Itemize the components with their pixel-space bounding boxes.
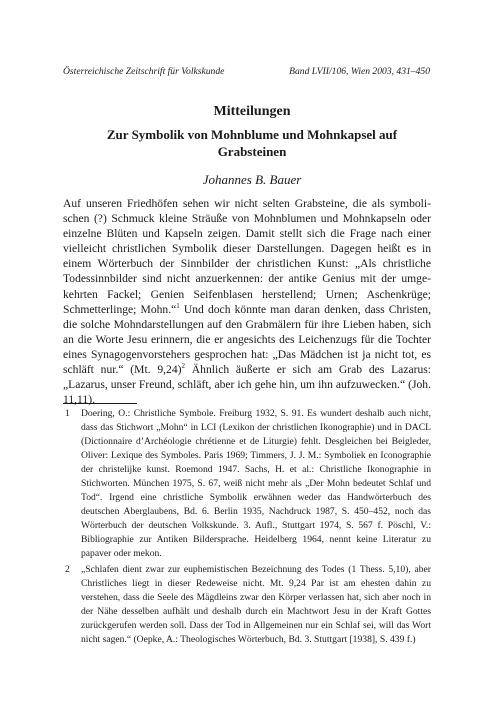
footnote-text: Doering, O.: Christliche Symbole. Freiburg 1932, S. 91. Es wundert deshalb auch nicht, dass das Stichwort „Mohn“ in LCI (Lexikon der christlichen Ikonographie) und in DACL (Dictionnaire d’Archéologie chrétienne et de Liturgie) fehlt. Desgleichen bei Beigleder, Oliver: Lexique des Symboles. Paris 1969; Timmers, J. J. M.: Symboliek en Iconographie der christelijke kunst. Roemond 1947. Sachs, H. et al.: Christliche Ikonographie in Stichworten. München 1975, S. 67, weiß nicht mehr als „Der Mohn bedeutet Schlaf und Tod“. Irgend eine christliche Symbolik erwähnen weder das Handwörterbuch des deutschen Aberglaubens, Bd. 6. Berlin 1935, Nachdruck 1987, S. 450–452, noch das Wörterbuch der deutschen Volkskunde. 3. Aufl., Stuttgart 1974, S. 567 f. Pöschl, V.: Bibliographie zur Antiken Bildersprache. Heidelberg 1964, nennt keine Literatur zu papaver oder mekon. — [81, 408, 431, 559]
footnote-number: 2 — [65, 564, 70, 575]
journal-name: Österreichische Zeitschrift für Volkskunde — [63, 66, 225, 77]
footnote-ref-2[interactable]: 2 — [181, 362, 186, 371]
body-text-part-1: Auf unseren Friedhöfen sehen wir nicht selten Grabsteine, die als symbolischen (?) Schmuck kleine Sträuße von Mohnblumen und Mohnkapseln oder einzelne Blüten und Kapseln zeigen. Damit stellt sich die Frage nach einer vielleicht christlichen Symbolik dieser Darstellungen. Dagegen heißt es in einem Wörterbuch der Sinnbilder der christlichen Kunst: „Als christliche Todessinnbilder sind nicht anzuerkennen: der antike Genius mit der umgekehrten Fackel; Genien Seifenblasen herstellend; Urnen; Aschenkrüge; Schmetterlinge; Mohn.“ — [63, 197, 431, 316]
article-title: Zur Symbolik von Mohnblume und Mohnkapsel auf Grabsteinen — [106, 127, 398, 159]
body-paragraph — [63, 196, 431, 407]
volume-citation: Band LVII/106, Wien 2003, 431–450 — [289, 66, 430, 77]
footnotes — [63, 407, 431, 649]
running-head — [63, 66, 430, 77]
body-text-part-2: Und doch könnte man daran denken, dass Christen, die solche Mohndarstellungen auf den Grabmälern für ihre Lieben haben, sich an die Worte Jesu erinnern, die er angesichts des Leichenzugs für die Tochter eines Synagogenvorstehers gesprochen hat: „Das Mädchen ist ja nicht tot, es schläft nur.“ (Mt. 9,24) — [63, 302, 431, 377]
body-text-part-3: Ähnlich äußerte er sich am Grab des Lazarus: „Lazarus, unser Freund, schläft, aber ich gehe hin, um ihn aufzuwecken.“ (Joh. 11,11). — [63, 363, 431, 407]
footnote-number: 1 — [65, 408, 70, 419]
footnote-text: „Schlafen dient zwar zur euphemistischen Bezeichnung des Todes (1 Thess. 5,10), aber Christliches liegt in dieser Redeweise nicht. Mt. 9,24 Par ist am ehesten dahin zu verstehen, dass die Seele des Mägdleins zwar den Körper verlassen hat, sich aber noch in der Nähe desselben aufhält und deshalb durch ein Machtwort Jesu in der Kraft Gottes zurückgerufen werden soll. Dass der Tod in Allgemeinen nur ein Schlaf sei, will das Wort nicht sagen.“ (Oepke, A.: Theologisches Wörterbuch, Bd. 3. Stuttgart [1938], S. 439 f.) — [81, 564, 431, 645]
section-title: Mitteilungen — [213, 104, 291, 119]
author-name: Johannes B. Bauer — [202, 172, 302, 187]
footnote-ref-1[interactable]: 1 — [176, 301, 180, 310]
footnote-2 — [63, 563, 431, 647]
footnote-separator — [63, 403, 137, 404]
footnote-1 — [63, 407, 431, 561]
